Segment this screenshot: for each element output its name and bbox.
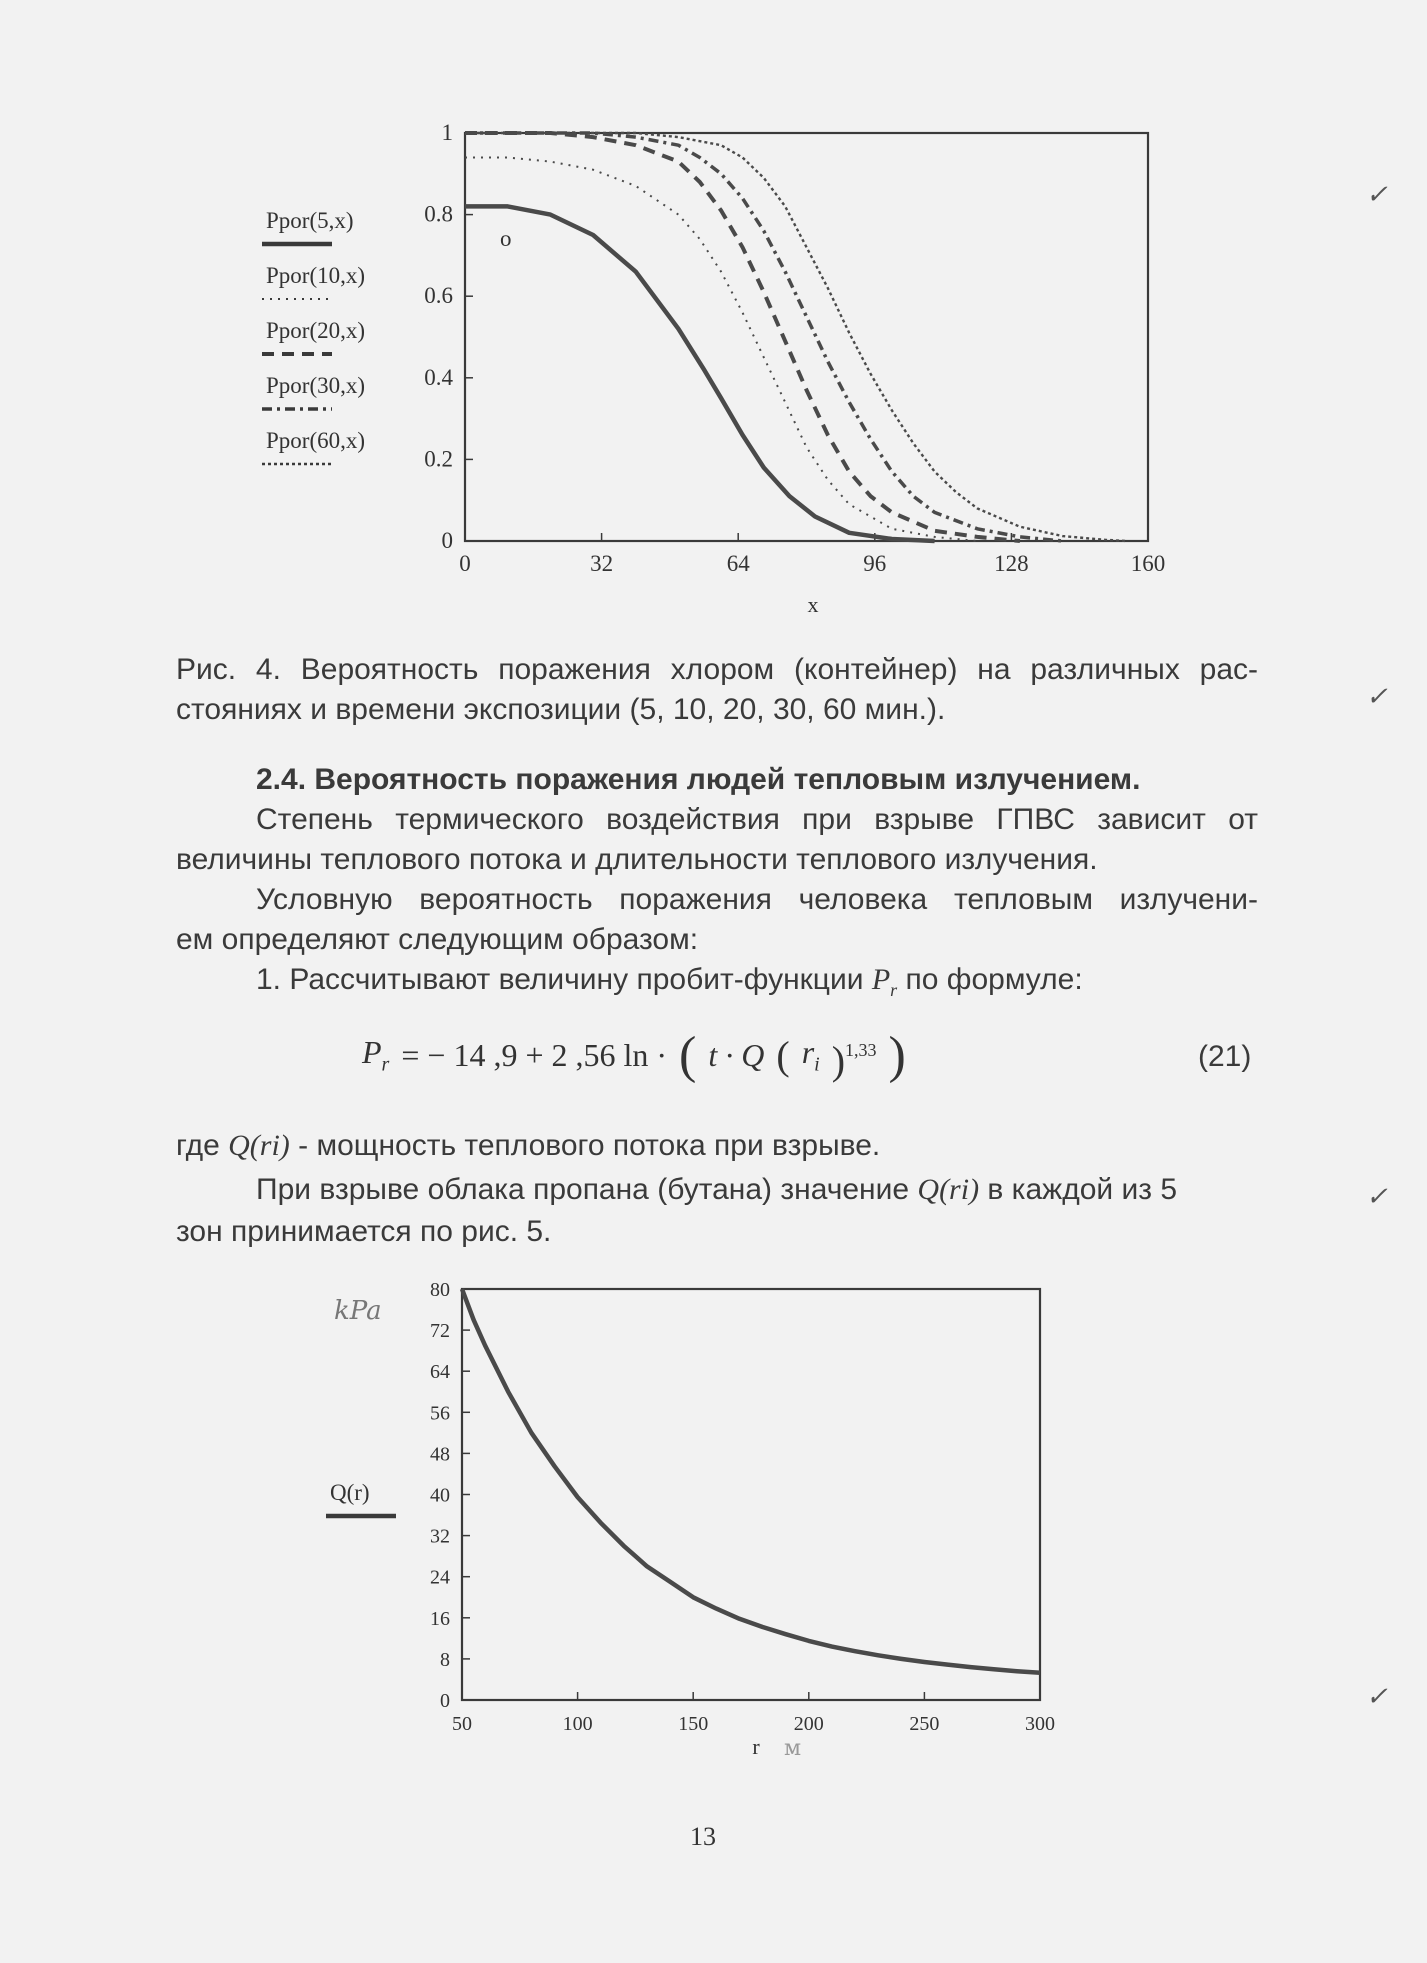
- formula-rhs: = − 14 ,9 + 2 ,56 ln ·: [401, 1037, 668, 1073]
- series-line-Ppor(20,x): [465, 133, 1020, 541]
- y-tick-label: 56: [430, 1402, 450, 1425]
- x-tick-label: 200: [793, 1713, 824, 1735]
- x-tick-label: 128: [994, 551, 1029, 576]
- y-tick-label: 1: [441, 120, 453, 145]
- legend-label: Ppor(30,x): [266, 373, 366, 398]
- legend: [262, 208, 365, 464]
- y-tick-label: 8: [440, 1648, 450, 1671]
- paragraph-2-line2: ем определяют следующим образом:: [176, 923, 699, 956]
- y-tick-label: 0.8: [424, 201, 453, 227]
- series-lines: [462, 1289, 1040, 1673]
- paragraph-3-line1: [176, 1170, 1258, 1210]
- equation-number: (21): [1198, 1040, 1252, 1073]
- figure-5-chart: [326, 1279, 1055, 1759]
- paragraph-3-variable: Q(ri): [917, 1173, 980, 1206]
- paragraph-1-line1: Степень термического воздействия при взрыве ГПВС зависит от: [256, 803, 1258, 836]
- formula-ri: [802, 1034, 820, 1076]
- paragraph-3-suffix: в каждой из 5: [987, 1173, 1178, 1206]
- series-lines: [465, 133, 1127, 541]
- page-number: 13: [690, 1822, 716, 1851]
- x-tick-label: 96: [863, 551, 887, 576]
- figure-4-caption-line1: Рис. 4. Вероятность поражения хлором (контейнер) на различных рас-: [176, 653, 1258, 686]
- formula-21: [362, 1026, 906, 1084]
- plot-frame: [462, 1289, 1040, 1700]
- step-1-tail: по формуле:: [905, 963, 1083, 996]
- y-tick-label: 80: [430, 1279, 450, 1301]
- x-axis-label: r: [752, 1734, 760, 1759]
- plot-frame: [465, 133, 1148, 541]
- formula-ri-symbol: r: [801, 1034, 815, 1071]
- where-prefix: где: [176, 1129, 220, 1162]
- legend: [326, 1480, 396, 1516]
- step-1-line: [176, 960, 1258, 1010]
- paragraph-2-line1: Условную вероятность поражения человека тепловым излучени-: [256, 883, 1258, 916]
- paragraph-3-prefix: При взрыве облака пропана (бутана) значение: [256, 1173, 910, 1206]
- margin-checkmark: ✓: [1366, 1182, 1388, 1212]
- where-line: [176, 1126, 1258, 1166]
- y-tick-label: 48: [430, 1443, 450, 1466]
- section-heading: 2.4. Вероятность поражения людей тепловым излучением.: [256, 763, 1141, 796]
- step-1-variable: $P_r$: [871, 963, 898, 1000]
- y-tick-label: 0.6: [424, 283, 453, 309]
- y-tick-label: 72: [430, 1320, 450, 1343]
- series-line-Ppor(5,x): [465, 206, 935, 541]
- x-tick-label: 160: [1130, 551, 1166, 576]
- formula-ri-sub: i: [814, 1053, 820, 1076]
- y-tick-label: 0: [440, 1690, 450, 1712]
- series-line-Ppor(60,x): [465, 133, 1127, 541]
- annotation-o: o: [500, 226, 512, 251]
- legend-label: Q(r): [330, 1480, 370, 1505]
- formula-lhs-sub: r: [381, 1053, 390, 1076]
- formula-paren-open: (: [679, 1026, 697, 1084]
- margin-checkmark: ✓: [1366, 682, 1388, 712]
- x-axis-label: x: [807, 592, 819, 617]
- margin-checkmark: ✓: [1366, 1682, 1388, 1712]
- legend-label: Ppor(20,x): [266, 318, 366, 343]
- y-tick-label: 16: [430, 1607, 450, 1630]
- legend-label: Ppor(10,x): [266, 263, 366, 288]
- formula-power: 1,33: [845, 1040, 877, 1060]
- formula-inner: t · Q: [708, 1037, 765, 1073]
- y-axis-ticks: [430, 1279, 470, 1712]
- formula-paren-inner-open: (: [776, 1032, 790, 1078]
- figure-4-chart: [262, 120, 1165, 617]
- x-tick-label: 150: [678, 1713, 709, 1735]
- x-tick-label: 50: [452, 1713, 472, 1735]
- x-tick-label: 0: [459, 551, 471, 576]
- y-tick-label: 0.2: [424, 446, 453, 472]
- formula-lhs-symbol: P: [362, 1034, 382, 1071]
- series-line-Q(r): [462, 1289, 1040, 1673]
- formula-paren-inner-close: )$^{1,33}$: [831, 1038, 877, 1083]
- legend-label: Ppor(60,x): [266, 428, 366, 453]
- x-tick-label: 64: [726, 551, 750, 576]
- y-tick-label: 24: [430, 1566, 450, 1589]
- margin-checkmark: ✓: [1366, 180, 1388, 210]
- formula-lhs: [362, 1034, 389, 1076]
- x-tick-label: 100: [562, 1713, 593, 1735]
- paragraph-3-line2: зон принимается по рис. 5.: [176, 1215, 552, 1248]
- legend-label: Ppor(5,x): [266, 208, 354, 233]
- paragraph-1-line2: величины теплового потока и длительности теплового излучения.: [176, 843, 1098, 876]
- y-tick-label: 32: [430, 1525, 450, 1548]
- formula-paren-close: ): [888, 1026, 906, 1084]
- x-tick-label: 250: [909, 1713, 940, 1735]
- x-tick-label: 300: [1025, 1713, 1055, 1735]
- where-suffix: - мощность теплового потока при взрыве.: [298, 1129, 881, 1162]
- where-variable: Q(ri): [228, 1129, 290, 1162]
- y-tick-label: 0.4: [424, 364, 453, 390]
- handwritten-unit-note: kPa: [334, 1296, 382, 1326]
- series-line-Ppor(30,x): [465, 133, 1063, 541]
- x-axis-ticks: [452, 1692, 1055, 1735]
- y-tick-label: 64: [430, 1361, 450, 1384]
- y-tick-label: 0: [441, 528, 453, 553]
- step-1-text: 1. Рассчитывают величину пробит-функции: [256, 963, 864, 996]
- handwritten-axis-unit: м: [784, 1736, 802, 1761]
- y-tick-label: 40: [430, 1484, 450, 1507]
- step-1-variable-sub: r: [890, 980, 898, 1000]
- figure-4-caption-line2: стояниях и времени экспозиции (5, 10, 20, 30, 60 мин.).: [176, 693, 946, 726]
- x-tick-label: 32: [590, 551, 614, 576]
